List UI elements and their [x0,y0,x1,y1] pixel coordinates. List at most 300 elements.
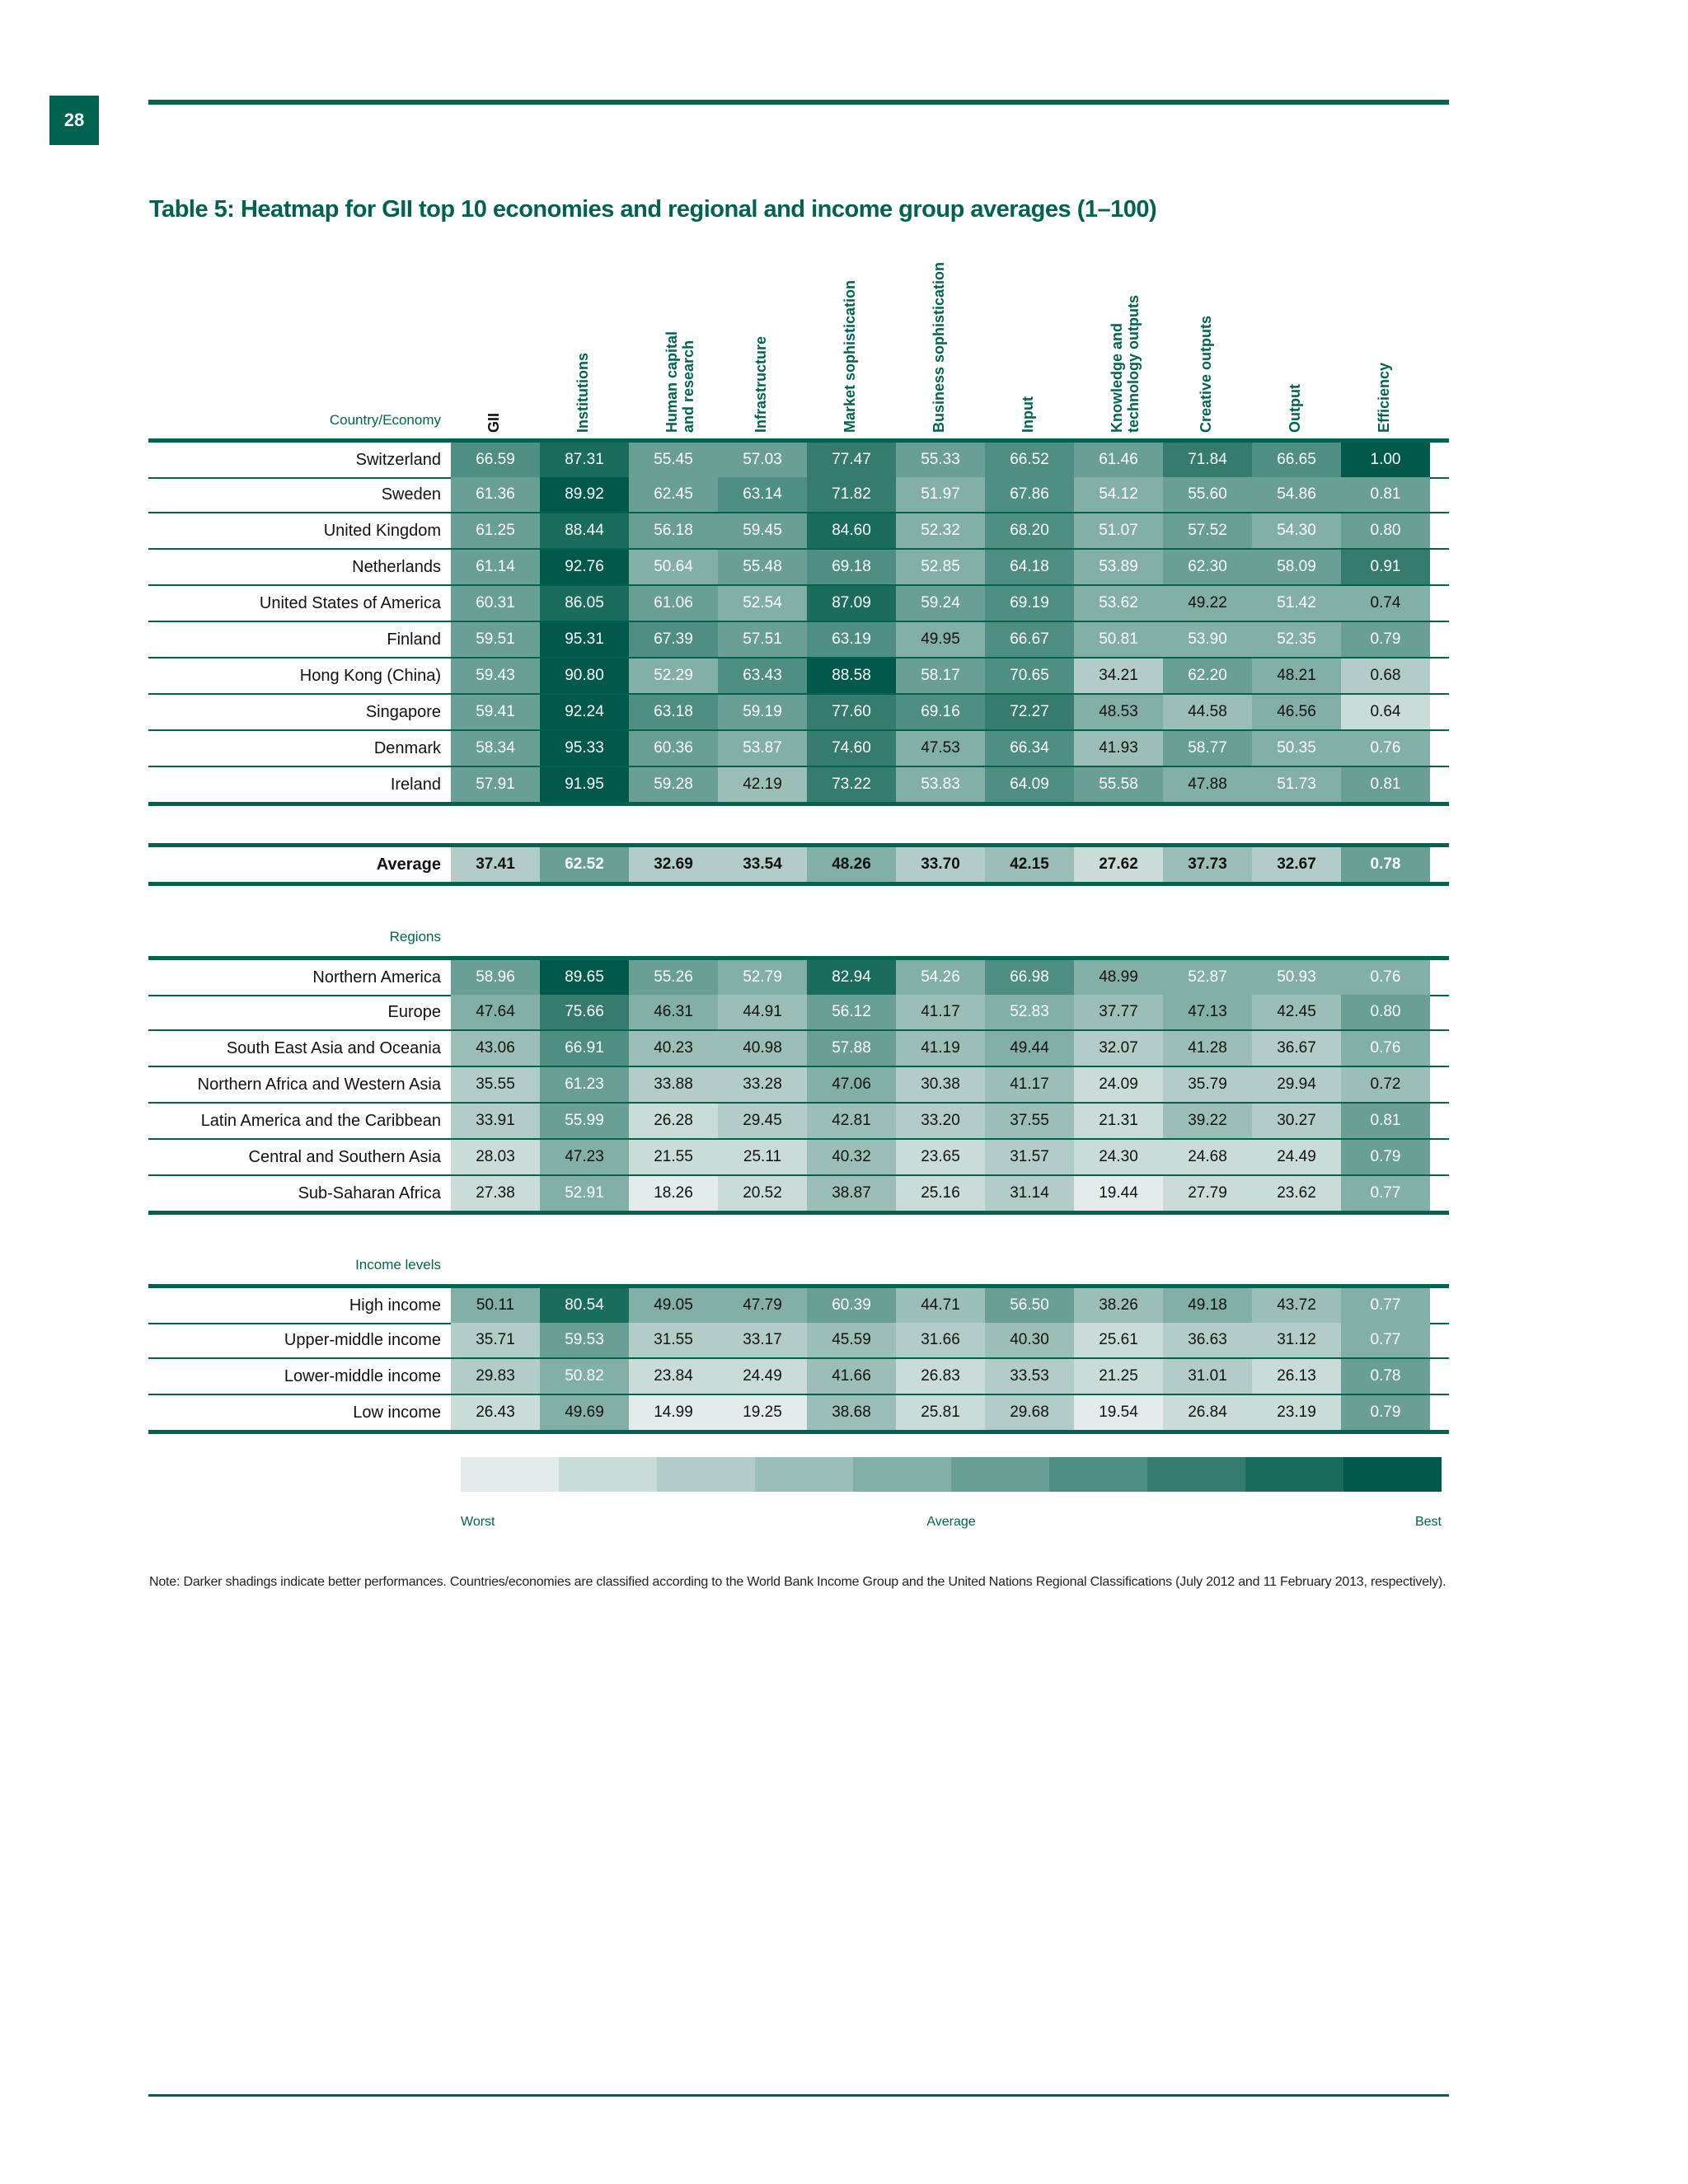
heatmap-cell: 61.23 [540,1067,629,1102]
heatmap-cell: 1.00 [1341,443,1430,477]
heatmap-cell: 26.13 [1252,1359,1341,1394]
heatmap-cell: 66.98 [985,960,1074,995]
heatmap-cell: 51.42 [1252,586,1341,621]
row-label: Hong Kong (China) [299,667,441,685]
heatmap-cell: 95.33 [540,731,629,766]
heatmap-cell: 41.17 [896,995,985,1029]
table-row [148,1031,1449,1067]
heatmap-cell: 19.54 [1074,1395,1163,1430]
heatmap-cell: 92.76 [540,550,629,584]
heatmap-cell: 57.03 [718,443,807,477]
heatmap-cell: 53.83 [896,767,985,802]
heatmap-cell: 57.52 [1163,513,1252,548]
heatmap-cell: 41.28 [1163,1031,1252,1066]
legend-swatch [657,1457,755,1492]
heatmap-cell: 66.67 [985,622,1074,657]
heatmap-cell: 95.31 [540,622,629,657]
heatmap-cell: 40.32 [807,1140,896,1174]
heatmap-cell: 58.77 [1163,731,1252,766]
heatmap-cell: 25.81 [896,1395,985,1430]
heatmap-cell: 44.91 [718,995,807,1029]
group-label: Regions [389,929,441,944]
heatmap-cell: 34.21 [1074,658,1163,693]
heatmap-cell: 63.43 [718,658,807,693]
heatmap-cell: 47.23 [540,1140,629,1174]
heatmap-cell: 23.62 [1252,1176,1341,1211]
heatmap-cell: 31.14 [985,1176,1074,1211]
heatmap-cell: 23.19 [1252,1395,1341,1430]
heatmap-cell: 50.82 [540,1359,629,1394]
heatmap-cell: 31.57 [985,1140,1074,1174]
column-header-label: Creative outputs [1198,315,1214,433]
heatmap-cell: 45.59 [807,1323,896,1357]
heatmap-cell: 69.18 [807,550,896,584]
row-label: Sub-Saharan Africa [298,1184,441,1202]
row-label: Ireland [390,776,441,794]
heatmap-cell: 42.15 [985,847,1074,882]
heatmap-cell: 28.03 [451,1140,540,1174]
heatmap-cell: 29.68 [985,1395,1074,1430]
table-note: Note: Darker shadings indicate better performances. Countries/economies are classified according to the World Bank Income Group and the United Nations Regional Classifications (July 2012 and 11 February 2013, respectively). [149,1575,1447,1589]
column-header-label: GII [485,412,502,433]
heatmap-cell: 58.34 [451,731,540,766]
heatmap-cell: 52.29 [629,658,718,693]
heatmap-cell: 21.25 [1074,1359,1163,1394]
column-header-label: Infrastructure [753,335,769,433]
heatmap-cell: 53.89 [1074,550,1163,584]
table-row [148,1323,1449,1359]
column-header-label: Efficiency [1376,362,1392,433]
heatmap-cell: 90.80 [540,658,629,693]
legend-best-label: Best [1414,1515,1442,1529]
heatmap-cell: 52.79 [718,960,807,995]
table-row [148,477,1449,513]
heatmap-cell: 88.44 [540,513,629,548]
page-number: 28 [49,96,99,145]
heatmap-cell: 63.19 [807,622,896,657]
table-row [148,767,1449,806]
legend-swatch [755,1457,853,1492]
heatmap-cell: 38.26 [1074,1288,1163,1323]
heatmap-cell: 87.09 [807,586,896,621]
heatmap-cell: 66.52 [985,443,1074,477]
heatmap-cell: 0.64 [1341,695,1430,729]
heatmap-cell: 52.87 [1163,960,1252,995]
heatmap-cell: 35.55 [451,1067,540,1102]
heatmap-cell: 59.24 [896,586,985,621]
heatmap-cell: 62.52 [540,847,629,882]
heatmap-cell: 40.30 [985,1323,1074,1357]
heatmap-cell: 50.35 [1252,731,1341,766]
table-row [148,1104,1449,1140]
column-header-label: Institutions [574,353,591,433]
heatmap-cell: 0.78 [1341,1359,1430,1394]
table-row [148,550,1449,586]
heatmap-cell: 23.84 [629,1359,718,1394]
table-row [148,1359,1449,1395]
heatmap-cell: 33.28 [718,1067,807,1102]
heatmap-cell: 42.81 [807,1104,896,1138]
heatmap-cell: 44.58 [1163,695,1252,729]
row-label: Europe [387,1003,441,1021]
table-row [148,995,1449,1031]
heatmap-cell: 36.63 [1163,1323,1252,1357]
heatmap-cell: 0.80 [1341,513,1430,548]
heatmap-cell: 55.60 [1163,477,1252,512]
top-rule [148,100,1449,105]
heatmap-cell: 60.36 [629,731,718,766]
column-header-label: Output [1287,384,1303,433]
heatmap-cell: 59.53 [540,1323,629,1357]
heatmap-cell: 25.11 [718,1140,807,1174]
table-row [148,622,1449,658]
heatmap-cell: 26.28 [629,1104,718,1138]
heatmap-cell: 56.50 [985,1288,1074,1323]
heatmap-cell: 52.83 [985,995,1074,1029]
heatmap-cell: 25.61 [1074,1323,1163,1357]
heatmap-cell: 59.43 [451,658,540,693]
heatmap-cell: 64.09 [985,767,1074,802]
heatmap-cell: 0.79 [1341,1395,1430,1430]
heatmap-cell: 47.79 [718,1288,807,1323]
heatmap-cell: 52.85 [896,550,985,584]
table-row [148,731,1449,767]
row-label: Finland [387,630,441,649]
heatmap-cell: 46.56 [1252,695,1341,729]
heatmap-cell: 61.25 [451,513,540,548]
row-label: Netherlands [352,558,441,576]
heatmap-cell: 59.45 [718,513,807,548]
heatmap-cell: 66.91 [540,1031,629,1066]
heatmap-cell: 32.69 [629,847,718,882]
heatmap-cell: 33.88 [629,1067,718,1102]
heatmap-cell: 47.64 [451,995,540,1029]
heatmap-cell: 77.47 [807,443,896,477]
legend-swatch [1049,1457,1147,1492]
heatmap-cell: 49.44 [985,1031,1074,1066]
heatmap-cell: 62.45 [629,477,718,512]
heatmap-cell: 92.24 [540,695,629,729]
heatmap-cell: 89.65 [540,960,629,995]
heatmap-cell: 59.19 [718,695,807,729]
heatmap-cell: 33.53 [985,1359,1074,1394]
heatmap-cell: 14.99 [629,1395,718,1430]
table-row [148,1176,1449,1215]
heatmap-cell: 24.49 [1252,1140,1341,1174]
heatmap-cell: 42.45 [1252,995,1341,1029]
heatmap-cell: 37.55 [985,1104,1074,1138]
heatmap-cell: 74.60 [807,731,896,766]
legend-swatch [951,1457,1049,1492]
heatmap-cell: 67.86 [985,477,1074,512]
table-title: Table 5: Heatmap for GII top 10 economies and regional and income group averages (1–100) [149,196,1157,223]
heatmap-cell: 56.18 [629,513,718,548]
table-row [148,586,1449,622]
heatmap-cell: 62.30 [1163,550,1252,584]
heatmap-cell: 47.88 [1163,767,1252,802]
heatmap-cell: 52.54 [718,586,807,621]
heatmap-cell: 33.17 [718,1323,807,1357]
heatmap-cell: 47.53 [896,731,985,766]
heatmap-cell: 27.62 [1074,847,1163,882]
heatmap-cell: 24.30 [1074,1140,1163,1174]
heatmap-cell: 55.45 [629,443,718,477]
heatmap-cell: 0.77 [1341,1176,1430,1211]
table-row [148,1395,1449,1434]
row-label: Average [376,855,441,874]
heatmap-cell: 26.43 [451,1395,540,1430]
heatmap-cell: 50.81 [1074,622,1163,657]
heatmap-cell: 41.66 [807,1359,896,1394]
heatmap-cell: 24.49 [718,1359,807,1394]
heatmap-cell: 50.93 [1252,960,1341,995]
heatmap-cell: 55.48 [718,550,807,584]
heatmap-cell: 25.16 [896,1176,985,1211]
heatmap-cell: 24.09 [1074,1067,1163,1102]
heatmap-cell: 72.27 [985,695,1074,729]
heatmap-cell: 26.83 [896,1359,985,1394]
heatmap-cell: 54.86 [1252,477,1341,512]
legend-average-label: Average [926,1515,976,1529]
heatmap-cell: 20.52 [718,1176,807,1211]
heatmap-cell: 33.20 [896,1104,985,1138]
heatmap-cell: 48.53 [1074,695,1163,729]
heatmap-cell: 66.59 [451,443,540,477]
row-label: Central and Southern Asia [248,1148,441,1166]
heatmap-cell: 27.38 [451,1176,540,1211]
heatmap-cell: 52.91 [540,1176,629,1211]
heatmap-cell: 86.05 [540,586,629,621]
heatmap-cell: 69.16 [896,695,985,729]
heatmap-cell: 0.79 [1341,622,1430,657]
heatmap-cell: 47.13 [1163,995,1252,1029]
table-row [148,695,1449,731]
heatmap-cell: 31.55 [629,1323,718,1357]
table-row [148,956,1449,996]
heatmap-cell: 59.28 [629,767,718,802]
heatmap-cell: 29.83 [451,1359,540,1394]
heatmap-cell: 48.21 [1252,658,1341,693]
table-row [148,1067,1449,1104]
legend-swatch [559,1457,657,1492]
heatmap-cell: 0.77 [1341,1288,1430,1323]
heatmap-cell: 0.80 [1341,995,1430,1029]
heatmap-cell: 66.65 [1252,443,1341,477]
heatmap-cell: 40.98 [718,1031,807,1066]
heatmap-cell: 44.71 [896,1288,985,1323]
heatmap-cell: 43.06 [451,1031,540,1066]
heatmap-cell: 41.93 [1074,731,1163,766]
column-header-label: Knowledge and technology outputs [1109,295,1142,433]
heatmap-cell: 39.22 [1163,1104,1252,1138]
heatmap-cell: 73.22 [807,767,896,802]
heatmap-cell: 31.01 [1163,1359,1252,1394]
heatmap-cell: 49.05 [629,1288,718,1323]
column-header-label: Business sophistication [931,261,947,433]
heatmap-cell: 37.73 [1163,847,1252,882]
legend-swatch [853,1457,951,1492]
row-label: Low income [353,1404,441,1422]
row-label: South East Asia and Oceania [226,1039,441,1057]
heatmap-cell: 21.55 [629,1140,718,1174]
legend-swatch [461,1457,559,1492]
bottom-rule [148,2094,1449,2097]
heatmap-cell: 0.72 [1341,1067,1430,1102]
heatmap-cell: 29.94 [1252,1067,1341,1102]
heatmap-cell: 58.17 [896,658,985,693]
row-label: Northern Africa and Western Asia [197,1076,441,1094]
heatmap-cell: 89.92 [540,477,629,512]
table-row [148,1140,1449,1176]
heatmap-cell: 0.81 [1341,1104,1430,1138]
heatmap-cell: 41.17 [985,1067,1074,1102]
heatmap-cell: 0.81 [1341,767,1430,802]
heatmap-cell: 77.60 [807,695,896,729]
heatmap-cell: 66.34 [985,731,1074,766]
heatmap-cell: 64.18 [985,550,1074,584]
table-row [148,658,1449,695]
heatmap-cell: 53.87 [718,731,807,766]
heatmap-cell: 0.78 [1341,847,1430,882]
heatmap-cell: 47.06 [807,1067,896,1102]
legend-worst-label: Worst [461,1515,495,1529]
heatmap-cell: 35.79 [1163,1067,1252,1102]
heatmap-cell: 0.68 [1341,658,1430,693]
heatmap-cell: 75.66 [540,995,629,1029]
heatmap-cell: 60.39 [807,1288,896,1323]
column-header-label: Human capital and research [663,330,696,433]
heatmap-cell: 0.77 [1341,1323,1430,1357]
heatmap-cell: 54.12 [1074,477,1163,512]
heatmap-cell: 38.68 [807,1395,896,1430]
heatmap-cell: 69.19 [985,586,1074,621]
heatmap-cell: 52.32 [896,513,985,548]
table-row [148,438,1449,479]
row-label: Lower-middle income [284,1367,441,1385]
row-label: Denmark [373,739,441,757]
heatmap-cell: 42.19 [718,767,807,802]
heatmap-cell: 84.60 [807,513,896,548]
heatmap-cell: 0.81 [1341,477,1430,512]
heatmap-cell: 59.51 [451,622,540,657]
heatmap-cell: 27.79 [1163,1176,1252,1211]
heatmap-cell: 61.14 [451,550,540,584]
heatmap-cell: 88.58 [807,658,896,693]
heatmap-cell: 38.87 [807,1176,896,1211]
heatmap-cell: 55.33 [896,443,985,477]
heatmap-cell: 53.62 [1074,586,1163,621]
heatmap-cell: 62.20 [1163,658,1252,693]
heatmap-cell: 32.67 [1252,847,1341,882]
heatmap-cell: 51.97 [896,477,985,512]
heatmap-cell: 67.39 [629,622,718,657]
heatmap-cell: 58.09 [1252,550,1341,584]
heatmap-cell: 91.95 [540,767,629,802]
heatmap-cell: 87.31 [540,443,629,477]
heatmap-cell: 46.31 [629,995,718,1029]
heatmap-cell: 63.18 [629,695,718,729]
row-label: Latin America and the Caribbean [200,1112,441,1130]
country-economy-header: Country/Economy [329,412,441,428]
heatmap-cell: 54.26 [896,960,985,995]
heatmap-cell: 30.38 [896,1067,985,1102]
heatmap-cell: 51.73 [1252,767,1341,802]
heatmap-cell: 54.30 [1252,513,1341,548]
heatmap-cell: 52.35 [1252,622,1341,657]
heatmap-cell: 63.14 [718,477,807,512]
row-label: Switzerland [355,451,441,469]
heatmap-cell: 55.26 [629,960,718,995]
heatmap-cell: 33.70 [896,847,985,882]
group-label: Income levels [355,1257,441,1272]
heatmap-cell: 40.23 [629,1031,718,1066]
heatmap-cell: 31.12 [1252,1323,1341,1357]
row-label: Northern America [312,968,441,987]
heatmap-cell: 57.51 [718,622,807,657]
heatmap-cell: 19.44 [1074,1176,1163,1211]
heatmap-cell: 0.79 [1341,1140,1430,1174]
heatmap-cell: 35.71 [451,1323,540,1357]
heatmap-cell: 48.99 [1074,960,1163,995]
heatmap-cell: 56.12 [807,995,896,1029]
heatmap-cell: 0.74 [1341,586,1430,621]
heatmap-cell: 53.90 [1163,622,1252,657]
heatmap-cell: 0.76 [1341,960,1430,995]
row-label: United Kingdom [323,522,441,540]
row-label: Singapore [365,703,441,721]
heatmap-cell: 50.11 [451,1288,540,1323]
heatmap-cell: 61.06 [629,586,718,621]
heatmap-cell: 30.27 [1252,1104,1341,1138]
heatmap-cell: 37.77 [1074,995,1163,1029]
heatmap-cell: 82.94 [807,960,896,995]
row-label: Sweden [381,485,441,504]
heatmap-cell: 0.76 [1341,1031,1430,1066]
heatmap-cell: 80.54 [540,1288,629,1323]
heatmap-cell: 57.88 [807,1031,896,1066]
heatmap-cell: 0.76 [1341,731,1430,766]
heatmap-cell: 26.84 [1163,1395,1252,1430]
average-row [148,843,1449,886]
heatmap-cell: 58.96 [451,960,540,995]
row-label: Upper-middle income [284,1331,441,1349]
heatmap-cell: 61.36 [451,477,540,512]
heatmap-cell: 59.41 [451,695,540,729]
heatmap-cell: 0.91 [1341,550,1430,584]
heatmap-cell: 48.26 [807,847,896,882]
heatmap-cell: 33.54 [718,847,807,882]
heatmap-cell: 19.25 [718,1395,807,1430]
heatmap-cell: 43.72 [1252,1288,1341,1323]
heatmap-cell: 71.84 [1163,443,1252,477]
heatmap-cell: 29.45 [718,1104,807,1138]
heatmap-cell: 70.65 [985,658,1074,693]
heatmap-cell: 41.19 [896,1031,985,1066]
heatmap-cell: 49.22 [1163,586,1252,621]
heatmap-cell: 55.99 [540,1104,629,1138]
heatmap-cell: 49.69 [540,1395,629,1430]
heatmap-cell: 31.66 [896,1323,985,1357]
heatmap-cell: 18.26 [629,1176,718,1211]
heatmap-cell: 24.68 [1163,1140,1252,1174]
legend-swatch [1147,1457,1245,1492]
heatmap-cell: 49.95 [896,622,985,657]
column-header-label: Market sophistication [842,279,858,433]
heatmap-cell: 68.20 [985,513,1074,548]
heatmap-cell: 57.91 [451,767,540,802]
column-header-label: Input [1020,396,1036,433]
heatmap-cell: 32.07 [1074,1031,1163,1066]
